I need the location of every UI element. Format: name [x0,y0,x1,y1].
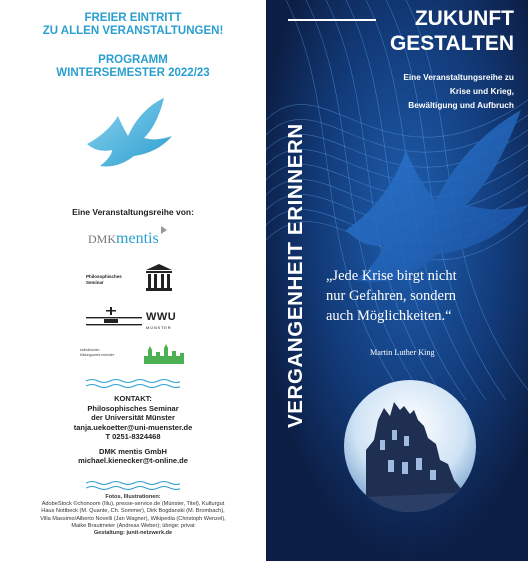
free-entry-header: FREIER EINTRITT ZU ALLEN VERANSTALTUNGEN! [42,12,224,37]
ruined-building-photo [344,380,476,512]
play-triangle-icon [161,226,167,234]
wave-divider [86,378,180,388]
title-rule [288,19,376,21]
contact-block: KONTAKT: Philosophisches Seminar der Universität Münster tanja.uekoetter@uni-muenster.de T 0251-8324468 DMK mentis GmbH michael.kienecker@t-online.de [0,394,266,466]
right-panel [266,0,528,561]
main-title: ZUKUNFT GESTALTEN [389,7,514,55]
wwu-emblem-icon [86,305,142,333]
quote: „Jede Krise birgt nicht nur Gefahren, sondern auch Möglichkeiten.“ [326,268,457,324]
quote-author: Martin Luther King [370,348,435,357]
contact-email-link[interactable]: tanja.uekoetter@uni-muenster.de [73,422,193,432]
subtitle: Eine Veranstaltungsreihe zu Krise und Krieg, Bewältigung und Aufbruch [403,72,514,110]
ruin-image [344,380,476,512]
photo-credits: Fotos, Illustrationen: AdobeStock ©chonoom (Illu), presse-service.de (Münster, Titel), Kulturgut Haus Nottbeck (M. Quante, Ch. Sommer), Dirk Bogdanski (M. Brombach), Villa Massimo/Alberto Novelli (Jan Wagner), Wikipedia (Christoph Wenzel), Maike Brautmeier (Andreas Weber); übrige: privat Gestaltung: junit-netzwerk.de [40,494,226,537]
bildungswerk-logo: katholischen bildungswerk münster [80,344,184,364]
building-icon [144,262,174,292]
wave-divider [86,480,180,490]
wwu-muenster-logo: WWU MÜNSTER [86,305,186,333]
philosophisches-seminar-logo: Philosophisches Seminar [86,262,186,294]
program-header: PROGRAMM WINTERSEMESTER 2022/23 [56,54,210,79]
dmk-email-link[interactable]: michael.kienecker@t-online.de [78,456,188,465]
vertical-title: VERGANGENHEIT ERINNERN [284,123,307,428]
skyline-icon [144,344,184,364]
dmk-mentis-logo: DMKmentis [88,230,188,252]
dove-icon [82,96,182,176]
series-label: Eine Veranstaltungsreihe von: [72,207,194,217]
